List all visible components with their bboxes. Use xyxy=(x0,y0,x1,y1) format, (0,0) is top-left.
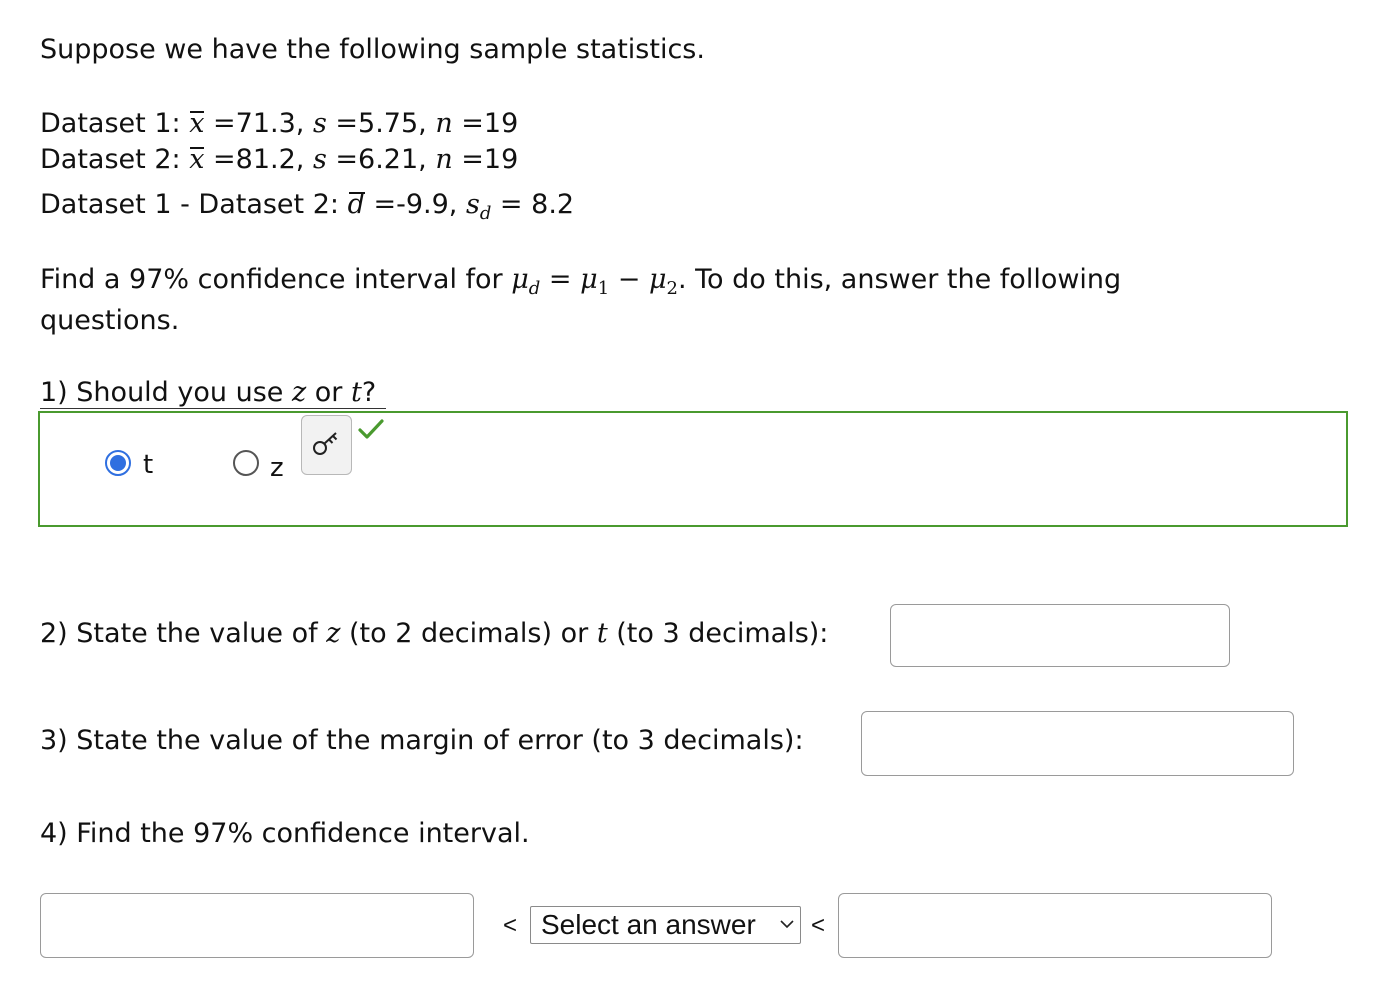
dataset-2-line: Dataset 2: x =81.2, s =6.21, n =19 xyxy=(40,144,519,175)
dataset-1-sd: 5.75 xyxy=(358,108,419,139)
difference-label: Dataset 1 - Dataset 2: xyxy=(40,189,348,220)
radio-label-t[interactable]: t xyxy=(143,450,154,480)
difference-mean: -9.9 xyxy=(396,189,449,220)
question-1-underline xyxy=(40,408,386,409)
question-4-label: 4) Find the 97% confidence interval. xyxy=(40,818,530,849)
chevron-down-icon xyxy=(779,918,795,930)
critical-value-input[interactable] xyxy=(890,604,1230,667)
radio-option-z[interactable] xyxy=(233,450,259,476)
task-line-2: questions. xyxy=(40,305,180,336)
dataset-2-mean: 81.2 xyxy=(235,144,296,175)
dataset-1-mean: 71.3 xyxy=(235,108,296,139)
check-icon xyxy=(358,418,384,440)
interval-lower-input[interactable] xyxy=(40,893,474,958)
task-line-1: Find a 97% confidence interval for $\mu_d = \mu_1 - \mu_2$. To do this, answer the following xyxy=(40,264,1122,299)
question-1-label: 1) Should you use z or t? xyxy=(40,377,377,408)
radio-option-t[interactable] xyxy=(105,450,131,476)
parameter-select-value: Select an answer xyxy=(541,909,756,940)
less-than-symbol-right: < xyxy=(811,912,826,939)
question-2-label: 2) State the value of z (to 2 decimals) or t (to 3 decimals): xyxy=(40,618,829,649)
margin-of-error-input[interactable] xyxy=(861,711,1294,776)
dataset-1-label: Dataset 1: xyxy=(40,108,190,139)
dataset-1-n: 19 xyxy=(483,108,519,139)
interval-upper-input[interactable] xyxy=(838,893,1272,958)
difference-line: Dataset 1 - Dataset 2: d =-9.9, $s_d = 8.2$ xyxy=(40,189,575,224)
question-3-label: 3) State the value of the margin of error (to 3 decimals): xyxy=(40,725,804,756)
dataset-2-label: Dataset 2: xyxy=(40,144,190,175)
intro-text: Suppose we have the following sample statistics. xyxy=(40,34,705,65)
radio-label-z[interactable]: z xyxy=(270,453,284,483)
parameter-select[interactable] xyxy=(530,906,801,944)
less-than-symbol-left: < xyxy=(503,912,518,939)
dataset-2-sd: 6.21 xyxy=(358,144,419,175)
dataset-1-line: Dataset 1: x =71.3, s =5.75, n =19 xyxy=(40,108,519,139)
key-button[interactable] xyxy=(301,415,352,475)
difference-sd: 8.2 xyxy=(531,189,575,220)
key-icon xyxy=(312,430,342,458)
dataset-2-n: 19 xyxy=(483,144,519,175)
